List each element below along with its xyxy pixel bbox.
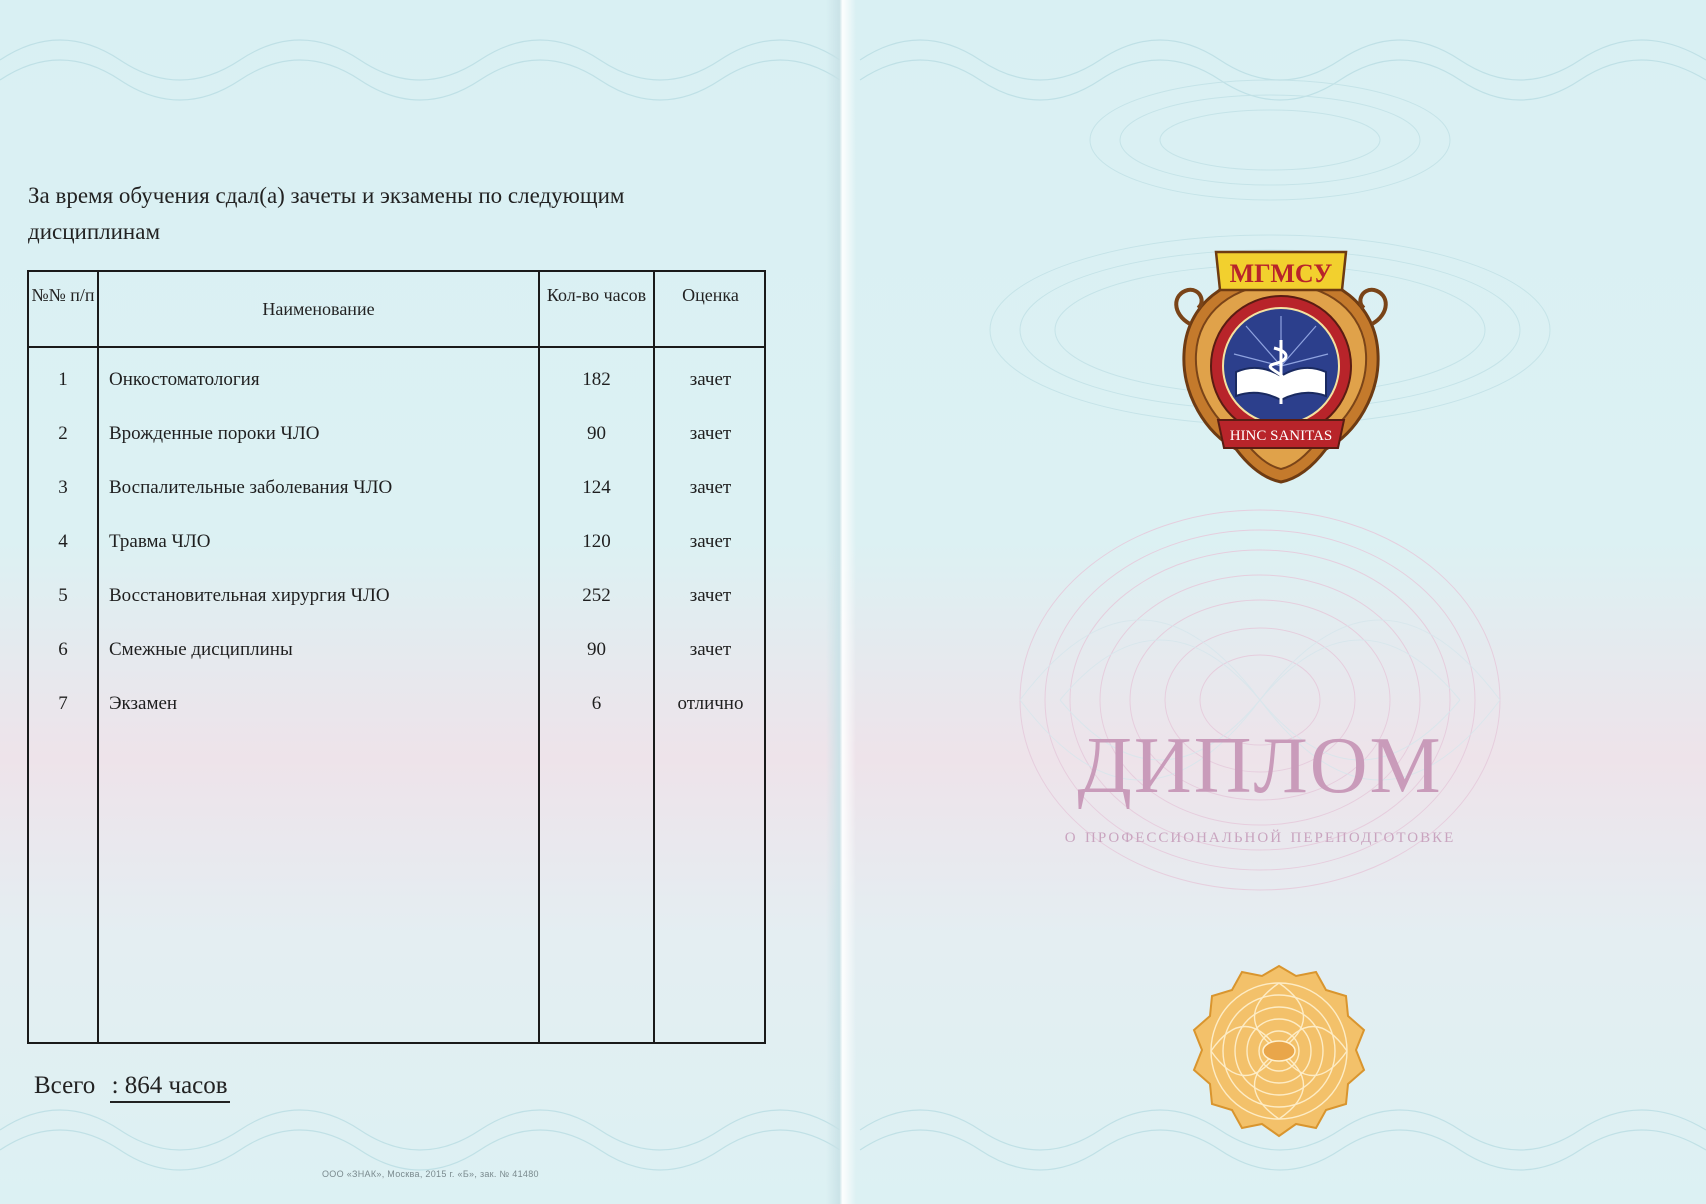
row-grade: отлично bbox=[677, 693, 744, 714]
row-number: 1 bbox=[58, 369, 68, 390]
row-hours: 124 bbox=[582, 477, 611, 498]
table-row bbox=[29, 510, 764, 564]
row-grade: зачет bbox=[689, 585, 732, 606]
row-grade: зачет bbox=[689, 477, 732, 498]
row-hours: 90 bbox=[587, 423, 606, 444]
printer-imprint: ООО «ЗНАК», Москва, 2015 г. «Б», зак. № 41480 bbox=[322, 1169, 539, 1179]
table-row bbox=[29, 348, 764, 402]
row-grade: зачет bbox=[689, 423, 732, 444]
row-number: 6 bbox=[58, 639, 68, 660]
row-number: 2 bbox=[58, 423, 68, 444]
header-grade: Оценка bbox=[682, 285, 739, 305]
table-row bbox=[29, 402, 764, 456]
document-subtitle: о профессиональной переподготовке bbox=[1064, 822, 1456, 847]
header-hours: Кол-во часов bbox=[546, 285, 647, 305]
emblem-top-text: МГМСУ bbox=[1229, 259, 1333, 288]
row-grade: зачет bbox=[689, 531, 732, 552]
table-row bbox=[29, 456, 764, 510]
intro-text: За время обучения сдал(а) зачеты и экзамены по следующим дисциплинам bbox=[28, 183, 625, 244]
table-row bbox=[29, 618, 764, 672]
row-discipline: Воспалительные заболевания ЧЛО bbox=[109, 477, 393, 498]
row-discipline: Смежные дисциплины bbox=[109, 639, 293, 660]
row-discipline: Онкостоматология bbox=[109, 369, 260, 390]
table-row bbox=[29, 672, 764, 726]
total-value: : 864 часов bbox=[110, 1072, 230, 1103]
total-label: Всего bbox=[34, 1072, 96, 1099]
emblem-bottom-text: HINC SANITAS bbox=[1229, 428, 1333, 444]
row-number: 4 bbox=[58, 531, 68, 552]
row-discipline: Врожденные пороки ЧЛО bbox=[109, 423, 320, 444]
document-title: ДИПЛОМ bbox=[1077, 722, 1443, 810]
row-hours: 6 bbox=[591, 693, 602, 714]
header-number: №№ п/п bbox=[31, 285, 95, 305]
hologram-seal-icon bbox=[1188, 962, 1370, 1140]
row-number: 5 bbox=[58, 585, 68, 606]
row-hours: 252 bbox=[582, 585, 611, 606]
total-hours bbox=[34, 1072, 230, 1100]
table-body bbox=[29, 348, 764, 726]
row-number: 7 bbox=[58, 693, 68, 714]
row-discipline: Восстановительная хирургия ЧЛО bbox=[109, 585, 390, 606]
left-page bbox=[0, 0, 840, 1204]
row-hours: 182 bbox=[582, 369, 611, 390]
header-name: Наименование bbox=[262, 299, 375, 319]
row-hours: 90 bbox=[587, 639, 606, 660]
row-grade: зачет bbox=[689, 369, 732, 390]
row-grade: зачет bbox=[689, 639, 732, 660]
university-emblem bbox=[1166, 244, 1396, 484]
guilloche-rosette bbox=[1000, 480, 1520, 920]
table-row bbox=[29, 564, 764, 618]
row-discipline: Экзамен bbox=[109, 693, 178, 714]
row-discipline: Травма ЧЛО bbox=[109, 531, 211, 552]
grades-table bbox=[27, 270, 766, 1044]
row-number: 3 bbox=[58, 477, 68, 498]
row-hours: 120 bbox=[582, 531, 611, 552]
